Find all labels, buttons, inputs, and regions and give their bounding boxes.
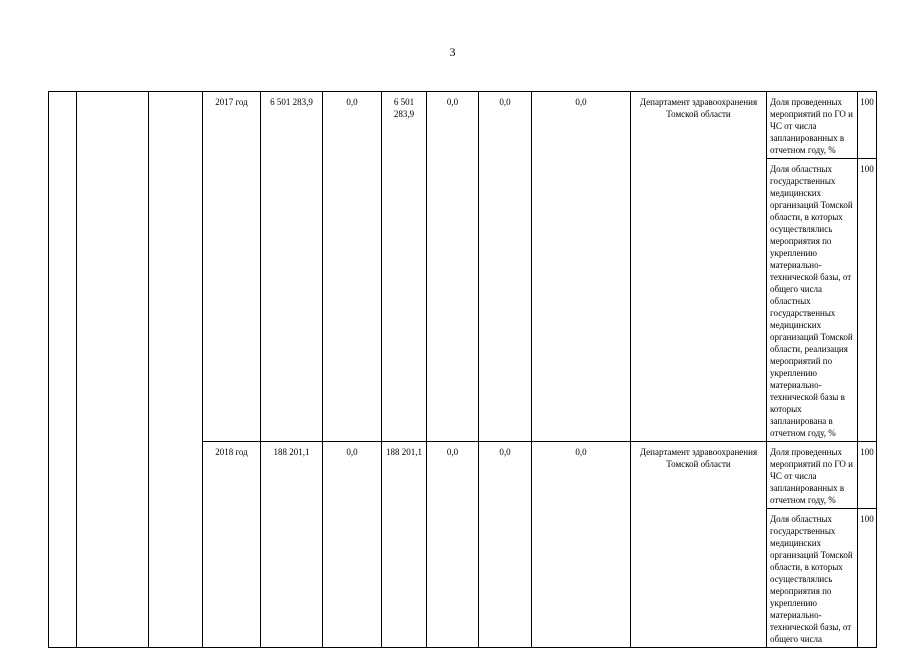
indicator-value-cell: 100 bbox=[858, 509, 877, 648]
year-cell: 2017 год bbox=[203, 92, 261, 442]
regional-cell: 188 201,1 bbox=[382, 442, 427, 648]
indicator-value-cell: 100 bbox=[858, 442, 877, 509]
local-cell: 0,0 bbox=[427, 92, 479, 442]
indicator-name-cell: Доля проведенных мероприятий по ГО и ЧС от числа запланированных в отчетном году, % bbox=[767, 442, 858, 509]
table-row-2017 bbox=[49, 92, 877, 159]
total-cell: 6 501 283,9 bbox=[261, 92, 323, 442]
executor-cell: Департамент здравоохранения Томской области bbox=[631, 442, 767, 648]
extra-cell: 0,0 bbox=[479, 92, 532, 442]
page-number: 3 bbox=[449, 45, 456, 59]
year-cell: 2018 год bbox=[203, 442, 261, 648]
indicator-name-cell: Доля областных государственных медицинских организаций Томской области, в которых осуществлялись мероприятия по укреплению материально-технической базы, от общего числа bbox=[767, 509, 858, 648]
federal-cell: 0,0 bbox=[323, 92, 382, 442]
indicator-name-cell: Доля областных государственных медицинских организаций Томской области, в которых осуществлялись мероприятия по укреплению материально-технической базы, от общего числа областных государственных медицинских организаций Томской области, реализация мероприятий по укреплению материально-технической базы в которых запланирована в отчетном году, % bbox=[767, 159, 858, 442]
blank-cell-measure bbox=[77, 92, 149, 648]
other-cell: 0,0 bbox=[532, 442, 631, 648]
indicator-name-cell: Доля проведенных мероприятий по ГО и ЧС от числа запланированных в отчетном году, % bbox=[767, 92, 858, 159]
regional-cell: 6 501 283,9 bbox=[382, 92, 427, 442]
indicator-value-cell: 100 bbox=[858, 92, 877, 159]
federal-cell: 0,0 bbox=[323, 442, 382, 648]
extra-cell: 0,0 bbox=[479, 442, 532, 648]
blank-cell-term bbox=[149, 92, 203, 648]
indicator-value-cell: 100 bbox=[858, 159, 877, 442]
local-cell: 0,0 bbox=[427, 442, 479, 648]
total-cell: 188 201,1 bbox=[261, 442, 323, 648]
program-measures-table bbox=[48, 91, 877, 648]
other-cell: 0,0 bbox=[532, 92, 631, 442]
blank-cell-number bbox=[49, 92, 77, 648]
executor-cell: Департамент здравоохранения Томской области bbox=[631, 92, 767, 442]
